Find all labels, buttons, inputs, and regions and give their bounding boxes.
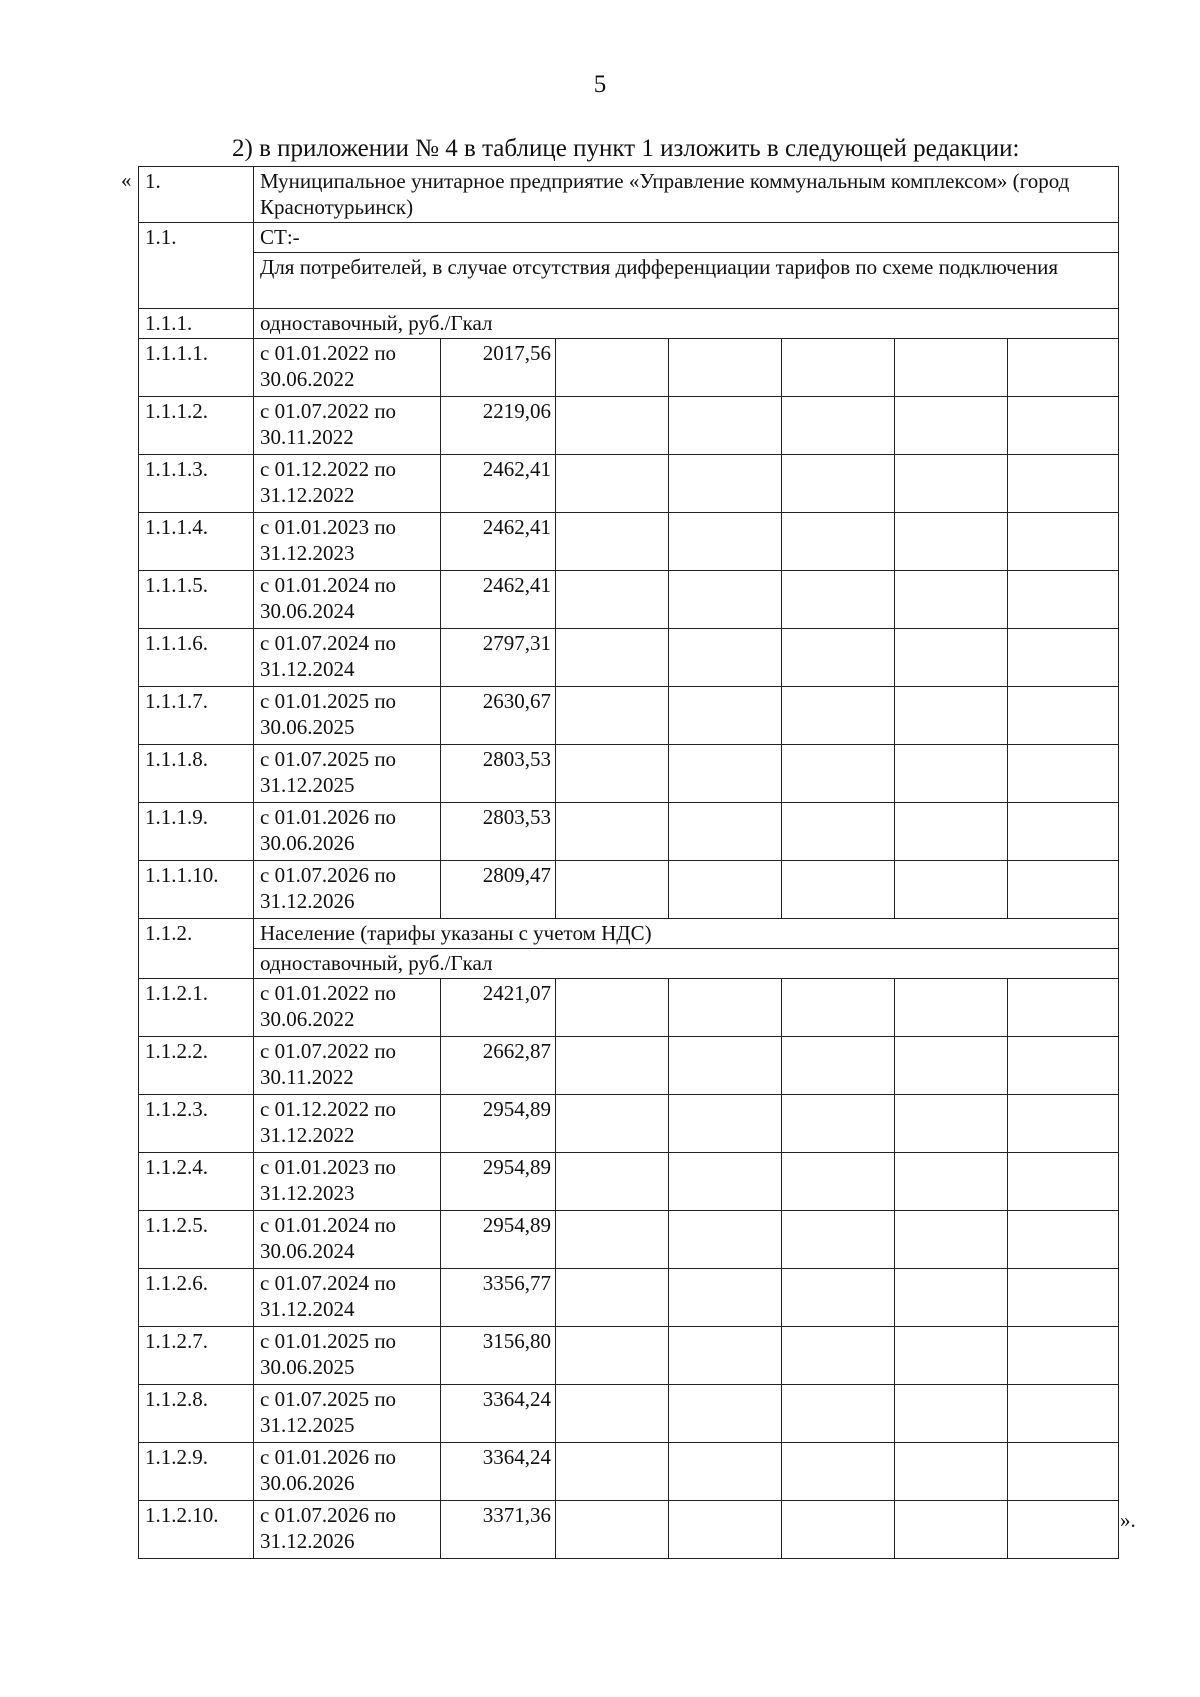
empty-cell <box>895 571 1008 629</box>
empty-cell <box>669 861 782 919</box>
empty-cell <box>782 1153 895 1211</box>
empty-cell <box>669 1501 782 1559</box>
row-number: 1.1.1.9. <box>139 803 254 861</box>
row-period: с 01.01.2025 по 30.06.2025 <box>254 1327 441 1385</box>
empty-cell <box>895 1037 1008 1095</box>
st-number: 1.1. <box>139 223 254 309</box>
empty-cell <box>669 1153 782 1211</box>
empty-cell <box>669 1211 782 1269</box>
empty-cell <box>895 1443 1008 1501</box>
tariff-row <box>139 1153 1119 1211</box>
empty-cell <box>782 1269 895 1327</box>
row-number: 1.1.1.2. <box>139 397 254 455</box>
empty-cell <box>1008 979 1119 1037</box>
consumers-label: Для потребителей, в случае отсутствия дифференциации тарифов по схеме подключения <box>254 253 1119 309</box>
tariff-table <box>138 166 1119 1559</box>
empty-cell <box>1008 397 1119 455</box>
row-number: 1.1.1.1. <box>139 339 254 397</box>
empty-cell <box>782 979 895 1037</box>
row-period: с 01.12.2022 по 31.12.2022 <box>254 455 441 513</box>
amendment-instruction: 2) в приложении № 4 в таблице пункт 1 изложить в следующей редакции: <box>232 135 1020 162</box>
tariff-row <box>139 687 1119 745</box>
empty-cell <box>895 803 1008 861</box>
row-value: 2954,89 <box>441 1153 556 1211</box>
row-period: с 01.07.2022 по 30.11.2022 <box>254 397 441 455</box>
tariff-row <box>139 1501 1119 1559</box>
empty-cell <box>556 1211 669 1269</box>
tariff-row <box>139 1443 1119 1501</box>
row-value: 2462,41 <box>441 513 556 571</box>
empty-cell <box>1008 1269 1119 1327</box>
row-value: 2219,06 <box>441 397 556 455</box>
tariff-row <box>139 861 1119 919</box>
empty-cell <box>895 745 1008 803</box>
empty-cell <box>556 1037 669 1095</box>
empty-cell <box>1008 1385 1119 1443</box>
empty-cell <box>1008 513 1119 571</box>
row-value: 2462,41 <box>441 571 556 629</box>
group1-label: одноставочный, руб./Гкал <box>254 309 1119 339</box>
row-number: 1.1.2.3. <box>139 1095 254 1153</box>
row-number: 1.1.2.2. <box>139 1037 254 1095</box>
empty-cell <box>669 629 782 687</box>
row-number: 1.1.2.7. <box>139 1327 254 1385</box>
tariff-row <box>139 339 1119 397</box>
empty-cell <box>895 1385 1008 1443</box>
row-value: 2630,67 <box>441 687 556 745</box>
empty-cell <box>669 1269 782 1327</box>
tariff-table-container <box>138 166 1118 1559</box>
tariff-row <box>139 1385 1119 1443</box>
consumers-row <box>139 253 1119 309</box>
empty-cell <box>895 861 1008 919</box>
closing-quote: ». <box>1120 1508 1136 1532</box>
row-number: 1.1.1.10. <box>139 861 254 919</box>
row-value: 3364,24 <box>441 1443 556 1501</box>
row-period: с 01.07.2025 по 31.12.2025 <box>254 1385 441 1443</box>
row-value: 2954,89 <box>441 1095 556 1153</box>
row-period: с 01.01.2023 по 31.12.2023 <box>254 1153 441 1211</box>
empty-cell <box>1008 1095 1119 1153</box>
row-period: с 01.07.2026 по 31.12.2026 <box>254 861 441 919</box>
row-period: с 01.07.2026 по 31.12.2026 <box>254 1501 441 1559</box>
empty-cell <box>1008 1037 1119 1095</box>
tariff-row <box>139 1095 1119 1153</box>
st-row <box>139 223 1119 253</box>
empty-cell <box>895 979 1008 1037</box>
empty-cell <box>1008 1443 1119 1501</box>
row-value: 3371,36 <box>441 1501 556 1559</box>
empty-cell <box>782 571 895 629</box>
empty-cell <box>782 1037 895 1095</box>
empty-cell <box>556 513 669 571</box>
empty-cell <box>895 513 1008 571</box>
empty-cell <box>556 571 669 629</box>
empty-cell <box>782 455 895 513</box>
empty-cell <box>782 1211 895 1269</box>
row-value: 2803,53 <box>441 803 556 861</box>
empty-cell <box>669 397 782 455</box>
tariff-row <box>139 745 1119 803</box>
row-value: 2017,56 <box>441 339 556 397</box>
row-value: 2803,53 <box>441 745 556 803</box>
empty-cell <box>669 1443 782 1501</box>
group1-header-row <box>139 309 1119 339</box>
row-value: 3356,77 <box>441 1269 556 1327</box>
empty-cell <box>556 1095 669 1153</box>
row-number: 1.1.1.8. <box>139 745 254 803</box>
empty-cell <box>556 861 669 919</box>
empty-cell <box>1008 455 1119 513</box>
opening-quote: « <box>121 168 132 192</box>
tariff-row <box>139 1327 1119 1385</box>
row-period: с 01.07.2024 по 31.12.2024 <box>254 629 441 687</box>
tariff-row <box>139 629 1119 687</box>
tariff-row <box>139 1211 1119 1269</box>
tariff-row <box>139 1037 1119 1095</box>
empty-cell <box>895 1501 1008 1559</box>
row-period: с 01.01.2022 по 30.06.2022 <box>254 339 441 397</box>
group1-number: 1.1.1. <box>139 309 254 339</box>
empty-cell <box>556 1385 669 1443</box>
empty-cell <box>895 455 1008 513</box>
row-number: 1.1.2.10. <box>139 1501 254 1559</box>
empty-cell <box>782 1385 895 1443</box>
org-number: 1. <box>139 167 254 223</box>
empty-cell <box>556 1501 669 1559</box>
row-value: 3364,24 <box>441 1385 556 1443</box>
row-number: 1.1.1.7. <box>139 687 254 745</box>
empty-cell <box>782 629 895 687</box>
empty-cell <box>1008 1211 1119 1269</box>
empty-cell <box>1008 339 1119 397</box>
row-value: 2421,07 <box>441 979 556 1037</box>
row-number: 1.1.2.8. <box>139 1385 254 1443</box>
empty-cell <box>782 687 895 745</box>
row-number: 1.1.2.1. <box>139 979 254 1037</box>
empty-cell <box>782 513 895 571</box>
row-value: 2662,87 <box>441 1037 556 1095</box>
empty-cell <box>895 339 1008 397</box>
page-number: 5 <box>593 71 607 98</box>
empty-cell <box>556 339 669 397</box>
tariff-row <box>139 979 1119 1037</box>
empty-cell <box>782 1327 895 1385</box>
empty-cell <box>1008 1501 1119 1559</box>
org-name: Муниципальное унитарное предприятие «Управление коммунальным комплексом» (город Краснотурьинск) <box>254 167 1119 223</box>
empty-cell <box>782 1443 895 1501</box>
tariff-row <box>139 397 1119 455</box>
empty-cell <box>669 339 782 397</box>
empty-cell <box>556 1327 669 1385</box>
row-number: 1.1.2.9. <box>139 1443 254 1501</box>
empty-cell <box>556 629 669 687</box>
row-number: 1.1.1.3. <box>139 455 254 513</box>
row-period: с 01.12.2022 по 31.12.2022 <box>254 1095 441 1153</box>
empty-cell <box>669 571 782 629</box>
empty-cell <box>895 1095 1008 1153</box>
empty-cell <box>669 1385 782 1443</box>
empty-cell <box>669 1327 782 1385</box>
row-number: 1.1.2.6. <box>139 1269 254 1327</box>
empty-cell <box>1008 861 1119 919</box>
row-period: с 01.01.2025 по 30.06.2025 <box>254 687 441 745</box>
empty-cell <box>895 1269 1008 1327</box>
empty-cell <box>669 687 782 745</box>
row-value: 2462,41 <box>441 455 556 513</box>
org-row <box>139 167 1119 223</box>
row-number: 1.1.2.4. <box>139 1153 254 1211</box>
empty-cell <box>556 979 669 1037</box>
empty-cell <box>556 397 669 455</box>
empty-cell <box>1008 629 1119 687</box>
row-period: с 01.01.2026 по 30.06.2026 <box>254 1443 441 1501</box>
empty-cell <box>782 1501 895 1559</box>
tariff-row <box>139 803 1119 861</box>
group2-label-row <box>139 949 1119 979</box>
empty-cell <box>782 803 895 861</box>
empty-cell <box>895 629 1008 687</box>
row-number: 1.1.1.5. <box>139 571 254 629</box>
row-value: 2797,31 <box>441 629 556 687</box>
st-label: СТ:- <box>254 223 1119 253</box>
empty-cell <box>556 455 669 513</box>
empty-cell <box>1008 571 1119 629</box>
empty-cell <box>895 687 1008 745</box>
row-period: с 01.01.2023 по 31.12.2023 <box>254 513 441 571</box>
empty-cell <box>556 803 669 861</box>
empty-cell <box>556 1153 669 1211</box>
row-period: с 01.01.2024 по 30.06.2024 <box>254 1211 441 1269</box>
empty-cell <box>1008 745 1119 803</box>
group2-number: 1.1.2. <box>139 919 254 979</box>
empty-cell <box>1008 687 1119 745</box>
group2-header: Население (тарифы указаны с учетом НДС) <box>254 919 1119 949</box>
row-number: 1.1.1.6. <box>139 629 254 687</box>
empty-cell <box>782 339 895 397</box>
empty-cell <box>669 745 782 803</box>
empty-cell <box>895 1327 1008 1385</box>
empty-cell <box>1008 803 1119 861</box>
row-number: 1.1.1.4. <box>139 513 254 571</box>
tariff-row <box>139 1269 1119 1327</box>
group2-header-row <box>139 919 1119 949</box>
row-period: с 01.07.2022 по 30.11.2022 <box>254 1037 441 1095</box>
empty-cell <box>669 513 782 571</box>
row-value: 2954,89 <box>441 1211 556 1269</box>
row-period: с 01.01.2022 по 30.06.2022 <box>254 979 441 1037</box>
tariff-table-body <box>139 167 1119 1559</box>
empty-cell <box>556 745 669 803</box>
row-value: 3156,80 <box>441 1327 556 1385</box>
empty-cell <box>782 745 895 803</box>
empty-cell <box>556 687 669 745</box>
empty-cell <box>895 397 1008 455</box>
row-period: с 01.01.2024 по 30.06.2024 <box>254 571 441 629</box>
row-number: 1.1.2.5. <box>139 1211 254 1269</box>
row-period: с 01.01.2026 по 30.06.2026 <box>254 803 441 861</box>
empty-cell <box>1008 1153 1119 1211</box>
row-value: 2809,47 <box>441 861 556 919</box>
tariff-row <box>139 455 1119 513</box>
empty-cell <box>556 1269 669 1327</box>
empty-cell <box>782 1095 895 1153</box>
empty-cell <box>669 1095 782 1153</box>
empty-cell <box>669 1037 782 1095</box>
empty-cell <box>895 1153 1008 1211</box>
row-period: с 01.07.2025 по 31.12.2025 <box>254 745 441 803</box>
empty-cell <box>669 455 782 513</box>
empty-cell <box>669 979 782 1037</box>
empty-cell <box>782 397 895 455</box>
row-period: с 01.07.2024 по 31.12.2024 <box>254 1269 441 1327</box>
tariff-row <box>139 571 1119 629</box>
empty-cell <box>556 1443 669 1501</box>
empty-cell <box>895 1211 1008 1269</box>
empty-cell <box>669 803 782 861</box>
tariff-row <box>139 513 1119 571</box>
group2-label: одноставочный, руб./Гкал <box>254 949 1119 979</box>
empty-cell <box>1008 1327 1119 1385</box>
empty-cell <box>782 861 895 919</box>
